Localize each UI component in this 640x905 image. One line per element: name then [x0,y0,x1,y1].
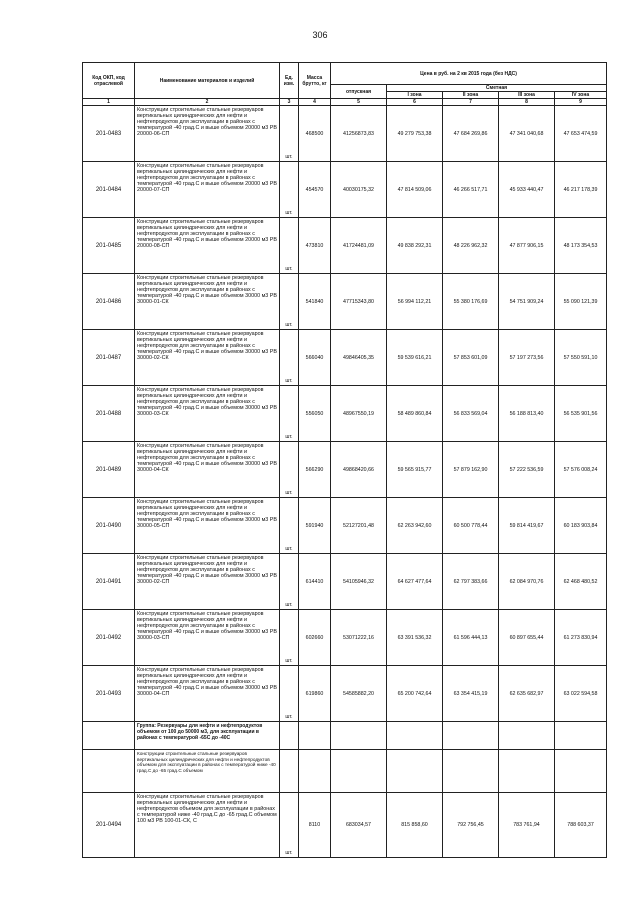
row-code: 201-0483 [83,106,135,162]
row-zone-2-price: 63 354 415,19 [443,666,499,722]
row-code: 201-0492 [83,610,135,666]
row-code: 201-0493 [83,666,135,722]
table-row [83,554,607,610]
row-unit: шт. [280,162,299,218]
row-zone-2-price: 55 380 176,69 [443,274,499,330]
row-mass: 454570 [299,162,331,218]
row-zone-2-price: 61 596 444,13 [443,610,499,666]
row-release-price: 54105946,32 [331,554,387,610]
row-zone-3-price: 62 635 682,97 [499,666,555,722]
row-zone-2-price: 57 879 162,90 [443,442,499,498]
row-name: Конструкции строительные стальные резервуаров вертикальных цилиндрических для нефти и нефтепродуктов для эксплуатации в районах с температурой -40 град.С и выше объемом 30000 м3 РВ 30000-04-СП [135,666,280,722]
table-row [83,666,607,722]
row-code: 201-0484 [83,162,135,218]
table-row [83,610,607,666]
group-code-cell [83,722,135,750]
row-release-price: 54585882,20 [331,666,387,722]
table-row [83,498,607,554]
row-zone-2-price: 62 797 383,66 [443,554,499,610]
header-mass: Масса брутто, кг [299,63,331,99]
row-zone-1-price: 56 994 112,21 [387,274,443,330]
row-code: 201-0494 [83,793,135,858]
row-name: Конструкции строительные стальные резервуаров вертикальных цилиндрических для нефти и нефтепродуктов для эксплуатации в районах с температурой -40 град.С и выше объемом 20000 м3 РВ 20000-06-СП [135,106,280,162]
row-release-price: 49868420,66 [331,442,387,498]
row-unit: шт. [280,330,299,386]
row-zone-3-price: 57 197 273,56 [499,330,555,386]
row-release-price: 47715343,80 [331,274,387,330]
row-mass: 541840 [299,274,331,330]
row-unit: шт. [280,498,299,554]
row-unit: шт. [280,610,299,666]
row-zone-3-price: 783 761,94 [499,793,555,858]
row-zone-4-price: 63 022 594,58 [555,666,607,722]
row-mass: 591940 [299,498,331,554]
subgroup-title: Конструкции строительные стальные резервуаров вертикальных цилиндрических для нефти и нефтепродуктов объемом для эксплуатации в районах с температурой ниже -40 град.С до -65 град.С объемом [135,750,280,793]
row-name: Конструкции строительные стальные резервуаров вертикальных цилиндрических для нефти и нефтепродуктов объемом для эксплуатации в районах с температурой ниже -40 град.С до -65 град.С объемом 100 м3 РВ 100-01-СК, С [135,793,280,858]
row-zone-3-price: 54 751 909,24 [499,274,555,330]
row-zone-4-price: 788 603,37 [555,793,607,858]
row-zone-1-price: 64 627 477,64 [387,554,443,610]
row-zone-4-price: 48 173 354,53 [555,218,607,274]
row-zone-3-price: 56 188 813,40 [499,386,555,442]
row-name: Конструкции строительные стальные резервуаров вертикальных цилиндрических для нефти и нефтепродуктов для эксплуатации в районах с температурой -40 град.С и выше объемом 20000 м3 РВ 20000-07-СП [135,162,280,218]
row-name: Конструкции строительные стальные резервуаров вертикальных цилиндрических для нефти и нефтепродуктов для эксплуатации в районах с температурой -40 град.С и выше объемом 30000 м3 РВ 30000-03-СП [135,610,280,666]
table-row [83,793,607,858]
row-zone-4-price: 57 576 008,24 [555,442,607,498]
row-zone-4-price: 46 217 178,39 [555,162,607,218]
row-zone-1-price: 49 838 292,31 [387,218,443,274]
row-name: Конструкции строительные стальные резервуаров вертикальных цилиндрических для нефти и нефтепродуктов для эксплуатации в районах с температурой -40 град.С и выше объемом 20000 м3 РВ 20000-08-СП [135,218,280,274]
row-zone-2-price: 46 266 517,71 [443,162,499,218]
group-title: Группа: Резервуары для нефти и нефтепродуктов объемом от 100 до 50000 м3, для эксплуатации в районах с температурой -65С до -40С [135,722,280,750]
row-zone-4-price: 60 183 903,84 [555,498,607,554]
row-zone-4-price: 56 535 901,56 [555,386,607,442]
row-zone-4-price: 47 653 474,59 [555,106,607,162]
table-row [83,106,607,162]
table-row [83,218,607,274]
row-name: Конструкции строительные стальные резервуаров вертикальных цилиндрических для нефти и нефтепродуктов для эксплуатации в районах с температурой -40 град.С и выше объемом 30000 м3 РВ 30000-01-СК [135,274,280,330]
row-zone-4-price: 57 550 591,10 [555,330,607,386]
row-mass: 8110 [299,793,331,858]
header-retail: Сметная [387,85,607,92]
row-mass: 566040 [299,330,331,386]
row-zone-4-price: 55 090 121,39 [555,274,607,330]
col-number: 7 [443,99,499,106]
header-zone-1: I зона [387,92,443,99]
row-mass: 556050 [299,386,331,442]
row-mass: 602660 [299,610,331,666]
col-number: 4 [299,99,331,106]
row-release-price: 41724481,09 [331,218,387,274]
row-code: 201-0485 [83,218,135,274]
row-zone-1-price: 49 279 753,38 [387,106,443,162]
row-unit: шт. [280,554,299,610]
row-zone-1-price: 47 814 509,06 [387,162,443,218]
table-row [83,274,607,330]
header-unit: Ед. изм. [280,63,299,99]
header-zone-2: II зона [443,92,499,99]
col-number: 8 [499,99,555,106]
row-zone-3-price: 57 222 536,59 [499,442,555,498]
row-name: Конструкции строительные стальные резервуаров вертикальных цилиндрических для нефти и нефтепродуктов для эксплуатации в районах с температурой -40 град.С и выше объемом 30000 м3 РВ 30000-05-СП [135,498,280,554]
row-unit: шт. [280,218,299,274]
header-code: Код ОКП, код отраслевой [83,63,135,99]
row-release-price: 683034,57 [331,793,387,858]
row-zone-2-price: 47 684 269,86 [443,106,499,162]
header-zone-3: III зона [499,92,555,99]
row-release-price: 49846405,35 [331,330,387,386]
table-row [83,386,607,442]
row-zone-4-price: 62 468 480,52 [555,554,607,610]
price-table [82,62,607,858]
col-number: 3 [280,99,299,106]
row-zone-1-price: 59 565 915,77 [387,442,443,498]
row-code: 201-0489 [83,442,135,498]
row-code: 201-0486 [83,274,135,330]
row-zone-3-price: 59 814 419,67 [499,498,555,554]
table-row [83,442,607,498]
row-zone-3-price: 47 341 040,68 [499,106,555,162]
row-release-price: 53071222,16 [331,610,387,666]
row-mass: 566290 [299,442,331,498]
row-unit: шт. [280,442,299,498]
col-number: 9 [555,99,607,106]
page-number: 306 [312,30,328,40]
col-number: 2 [135,99,280,106]
header-zone-4: IV зона [555,92,607,99]
row-release-price: 48967550,19 [331,386,387,442]
row-zone-3-price: 60 897 655,44 [499,610,555,666]
subgroup-row [83,750,607,793]
row-release-price: 41256873,83 [331,106,387,162]
row-unit: шт. [280,793,299,858]
row-code: 201-0487 [83,330,135,386]
row-zone-2-price: 60 500 778,44 [443,498,499,554]
row-unit: шт. [280,386,299,442]
row-code: 201-0488 [83,386,135,442]
col-number: 6 [387,99,443,106]
row-name: Конструкции строительные стальные резервуаров вертикальных цилиндрических для нефти и нефтепродуктов для эксплуатации в районах с температурой -40 град.С и выше объемом 30000 м3 РВ 30000-03-СК [135,386,280,442]
row-release-price: 52127201,48 [331,498,387,554]
row-unit: шт. [280,666,299,722]
row-code: 201-0491 [83,554,135,610]
row-zone-3-price: 62 084 970,76 [499,554,555,610]
header-release: отпускная [331,85,387,99]
subgroup-code-cell [83,750,135,793]
row-zone-1-price: 65 200 742,64 [387,666,443,722]
row-zone-1-price: 58 489 860,84 [387,386,443,442]
table-row [83,330,607,386]
row-code: 201-0490 [83,498,135,554]
row-unit: шт. [280,274,299,330]
group-row [83,722,607,750]
row-mass: 473810 [299,218,331,274]
row-zone-1-price: 815 858,60 [387,793,443,858]
header-price-title: Цена в руб. на 2 кв 2015 года (без НДС) [331,63,607,85]
row-zone-1-price: 59 539 616,21 [387,330,443,386]
row-zone-2-price: 56 833 569,04 [443,386,499,442]
row-release-price: 40030175,32 [331,162,387,218]
table-row [83,162,607,218]
row-zone-2-price: 57 853 601,09 [443,330,499,386]
row-name: Конструкции строительные стальные резервуаров вертикальных цилиндрических для нефти и нефтепродуктов для эксплуатации в районах с температурой -40 град.С и выше объемом 30000 м3 РВ 30000-02-СП [135,554,280,610]
row-zone-3-price: 47 877 906,15 [499,218,555,274]
row-unit: шт. [280,106,299,162]
row-zone-2-price: 48 226 962,32 [443,218,499,274]
row-zone-1-price: 62 263 942,60 [387,498,443,554]
row-zone-2-price: 792 756,45 [443,793,499,858]
row-name: Конструкции строительные стальные резервуаров вертикальных цилиндрических для нефти и нефтепродуктов для эксплуатации в районах с температурой -40 град.С и выше объемом 30000 м3 РВ 30000-02-СК [135,330,280,386]
row-zone-3-price: 45 933 440,47 [499,162,555,218]
row-name: Конструкции строительные стальные резервуаров вертикальных цилиндрических для нефти и нефтепродуктов для эксплуатации в районах с температурой -40 град.С и выше объемом 30000 м3 РВ 30000-04-СК [135,442,280,498]
col-number: 1 [83,99,135,106]
header-name: Наименование материалов и изделий [135,63,280,99]
row-zone-4-price: 61 273 830,94 [555,610,607,666]
col-number: 5 [331,99,387,106]
row-mass: 468500 [299,106,331,162]
row-mass: 619860 [299,666,331,722]
row-mass: 614410 [299,554,331,610]
row-zone-1-price: 63 391 536,32 [387,610,443,666]
